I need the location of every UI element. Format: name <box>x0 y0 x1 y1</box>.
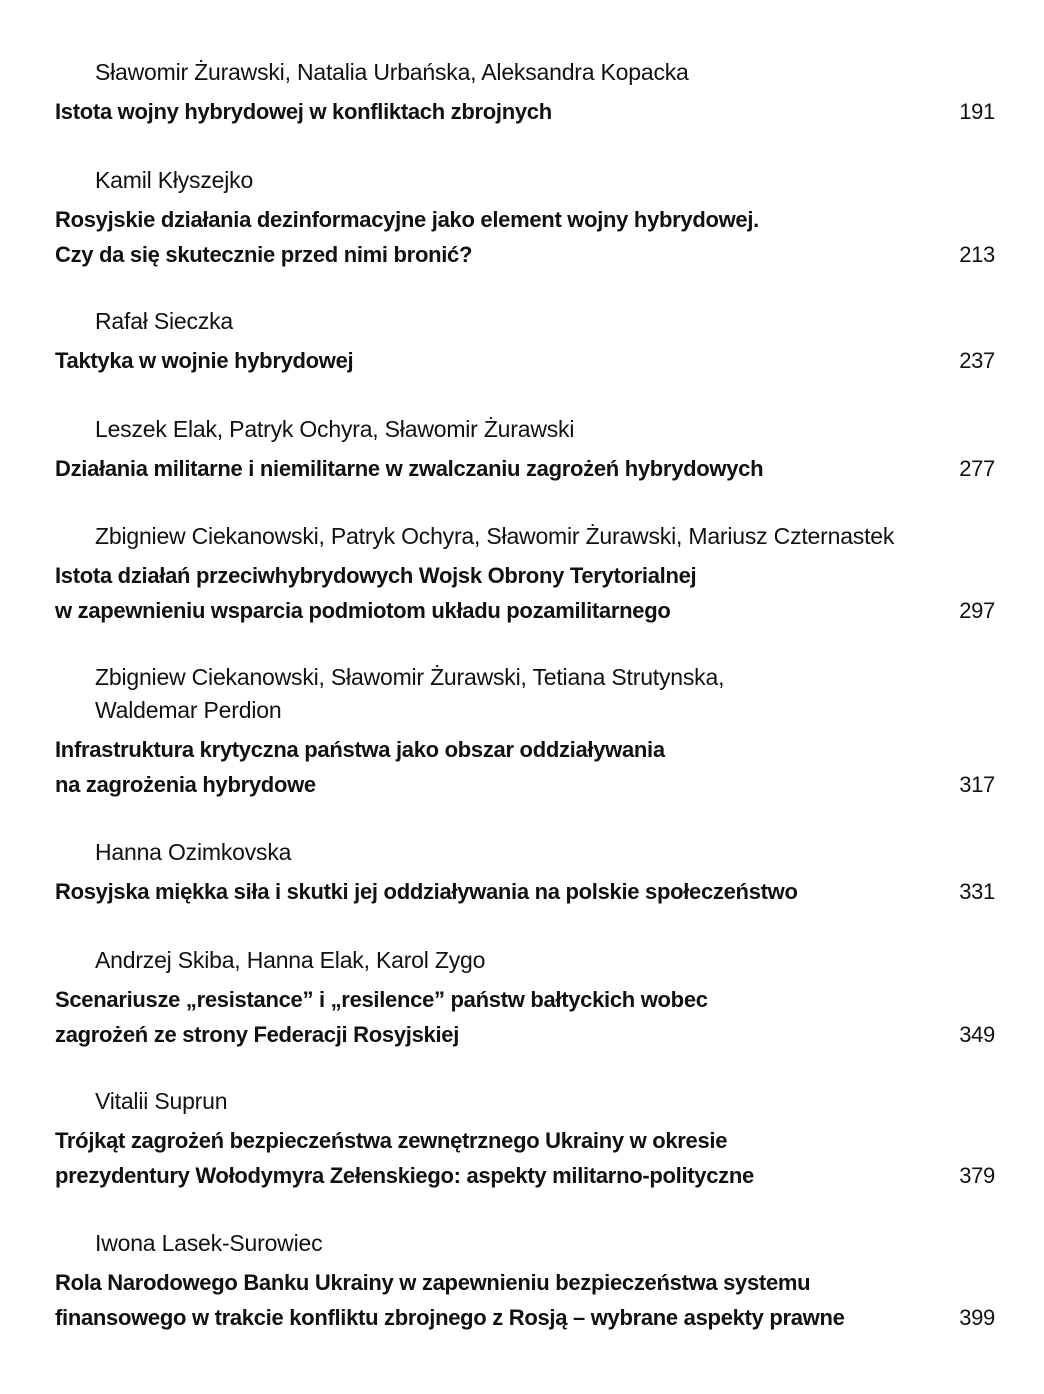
entry-title: Istota wojny hybrydowej w konfliktach zbrojnych <box>55 99 552 124</box>
entry-page-number: 399 <box>959 1305 995 1330</box>
entry-page-number: 297 <box>959 598 995 623</box>
entry-title: Scenariusze „resistance” i „resilence” państw bałtyckich wobec zagrożeń ze strony Federacji Rosyjskiej <box>55 987 708 1047</box>
entry-page-number: 277 <box>959 456 995 481</box>
entry-title-row <box>55 1123 1000 1193</box>
entry-page-number: 379 <box>959 1163 995 1188</box>
entry-title-row <box>55 732 1000 802</box>
entry-title: Trójkąt zagrożeń bezpieczeństwa zewnętrznego Ukrainy w okresie prezydentury Wołodymyra Zełenskiego: aspekty militarno-polityczne <box>55 1128 754 1188</box>
entry-authors: Sławomir Żurawski, Natalia Urbańska, Aleksandra Kopacka <box>95 59 689 85</box>
entry-title: Rosyjskie działania dezinformacyjne jako element wojny hybrydowej. Czy da się skutecznie przed nimi bronić? <box>55 207 759 267</box>
toc-entry <box>55 661 1000 802</box>
toc-entry <box>55 305 1000 378</box>
toc-entry <box>55 1227 1000 1335</box>
entry-authors: Hanna Ozimkovska <box>95 839 292 865</box>
entry-authors: Zbigniew Ciekanowski, Sławomir Żurawski, Tetiana Strutynska, Waldemar Perdion <box>95 664 725 723</box>
entry-authors: Vitalii Suprun <box>95 1088 228 1114</box>
entry-authors: Leszek Elak, Patryk Ochyra, Sławomir Żurawski <box>95 416 575 442</box>
entry-page-number: 237 <box>959 348 995 373</box>
toc-entry <box>55 520 1000 628</box>
entry-title-row <box>55 558 1000 628</box>
toc-entry <box>55 164 1000 272</box>
entry-authors: Rafał Sieczka <box>95 308 234 334</box>
entry-title: Infrastruktura krytyczna państwa jako obszar oddziaływania na zagrożenia hybrydowe <box>55 737 665 797</box>
entry-title: Rosyjska miękka siła i skutki jej oddziaływania na polskie społeczeństwo <box>55 879 798 904</box>
toc-entry <box>55 944 1000 1052</box>
entry-title: Działania militarne i niemilitarne w zwalczaniu zagrożeń hybrydowych <box>55 456 764 481</box>
entry-authors: Iwona Lasek-Surowiec <box>95 1230 323 1256</box>
entry-authors: Kamil Kłyszejko <box>95 167 254 193</box>
entry-authors: Zbigniew Ciekanowski, Patryk Ochyra, Sławomir Żurawski, Mariusz Czternastek <box>95 523 895 549</box>
entry-authors: Andrzej Skiba, Hanna Elak, Karol Zygo <box>95 947 486 973</box>
toc-entry <box>55 836 1000 909</box>
entry-title: Taktyka w wojnie hybrydowej <box>55 348 354 373</box>
toc-entry <box>55 56 1000 129</box>
entry-title-row <box>55 343 1000 378</box>
toc-entry <box>55 413 1000 486</box>
entry-page-number: 349 <box>959 1022 995 1047</box>
entry-title-row <box>55 982 1000 1052</box>
entry-page-number: 191 <box>959 99 995 124</box>
entry-title-row <box>55 1265 1000 1335</box>
entry-title: Istota działań przeciwhybrydowych Wojsk Obrony Terytorialnej w zapewnieniu wsparcia podmiotom układu pozamilitarnego <box>55 563 697 623</box>
entry-page-number: 317 <box>959 772 995 797</box>
entry-page-number: 213 <box>959 242 995 267</box>
toc-entry <box>55 1085 1000 1193</box>
entry-title-row <box>55 874 1000 909</box>
entry-title-row <box>55 451 1000 486</box>
entry-title: Rola Narodowego Banku Ukrainy w zapewnieniu bezpieczeństwa systemu finansowego w trakcie konfliktu zbrojnego z Rosją – wybrane aspekty prawne <box>55 1270 845 1330</box>
entry-title-row <box>55 94 1000 129</box>
entry-title-row <box>55 202 1000 272</box>
entry-page-number: 331 <box>959 879 995 904</box>
